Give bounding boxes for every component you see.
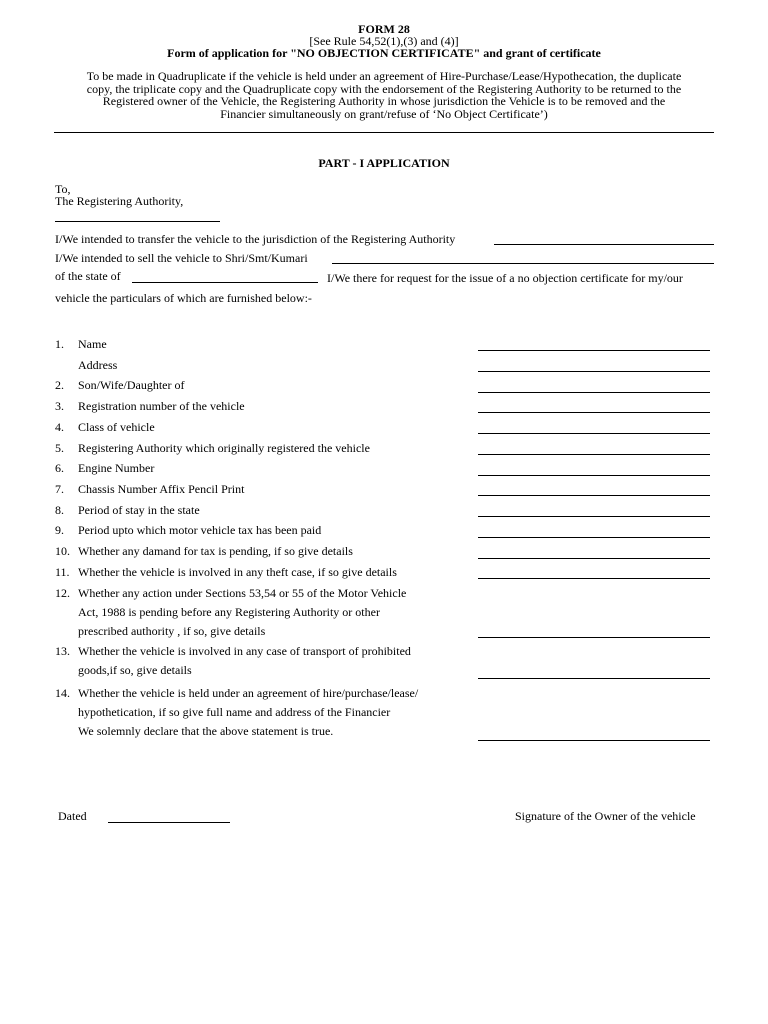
form-intro <box>52 70 716 120</box>
vehicle-class-field[interactable] <box>478 433 710 434</box>
dated-label: Dated <box>58 809 87 823</box>
tax-paid-period-field[interactable] <box>478 537 710 538</box>
buyer-name-field[interactable] <box>332 263 714 264</box>
intro-line: Financier simultaneously on grant/refuse of ‘No Object Certificate’) <box>220 106 548 121</box>
item-number: 3. <box>55 399 64 413</box>
theft-case-field[interactable] <box>478 578 710 579</box>
item-label: Whether any action under Sections 53,54 or 55 of the Motor Vehicle <box>78 586 407 600</box>
item-label: Chassis Number Affix Pencil Print <box>78 482 245 496</box>
stay-period-field[interactable] <box>478 516 710 517</box>
item-label: Act, 1988 is pending before any Registering Authority or other <box>78 605 380 619</box>
declaration-text: We solemnly declare that the above statement is true. <box>78 724 334 738</box>
intro-line: copy, the triplicate copy and the Quadruplicate copy with the endorsement of the Registering Authority to be returned to the <box>86 81 682 96</box>
part-title: PART - I APPLICATION <box>318 156 450 170</box>
owner-signature-label: Signature of the Owner of the vehicle <box>515 809 696 823</box>
item-label: Period upto which motor vehicle tax has been paid <box>78 523 322 537</box>
tax-demand-field[interactable] <box>478 558 710 559</box>
item-label: Class of vehicle <box>78 420 155 434</box>
prohibited-goods-field[interactable] <box>478 678 710 679</box>
item-label: Name <box>78 337 107 351</box>
item-label: Whether the vehicle is held under an agreement of hire/purchase/lease/ <box>78 686 419 700</box>
item-label: Whether any damand for tax is pending, if so give details <box>78 544 353 558</box>
item-label: Engine Number <box>78 461 155 475</box>
address-to: To, <box>55 182 71 196</box>
item-label: goods,if so, give details <box>78 663 192 677</box>
form-rule: [See Rule 54,52(1),(3) and (4)] <box>309 34 459 48</box>
intro-line: Registered owner of the Vehicle, the Registering Authority in whose jurisdiction the Vehicle is to be removed and the <box>102 94 666 108</box>
item-number: 13. <box>55 644 70 658</box>
registering-authority-field[interactable] <box>494 244 714 245</box>
form-title: Form of application for "NO OBJECTION CERTIFICATE" and grant of certificate <box>167 46 601 60</box>
original-authority-field[interactable] <box>478 454 710 455</box>
item-number: 14. <box>55 686 70 700</box>
item-label: Registering Authority which originally registered the vehicle <box>78 441 370 455</box>
transfer-statement: I/We intended to transfer the vehicle to the jurisdiction of the Registering Authority <box>55 232 456 246</box>
item-number: 11. <box>55 565 70 579</box>
item-label: Whether the vehicle is involved in any theft case, if so give details <box>78 565 397 579</box>
pending-action-field[interactable] <box>478 637 710 638</box>
item-number: 5. <box>55 441 64 455</box>
item-label: prescribed authority , if so, give details <box>78 624 266 638</box>
item-label: Registration number of the vehicle <box>78 399 245 413</box>
state-field[interactable] <box>132 282 318 283</box>
address-field[interactable] <box>478 371 710 372</box>
request-statement: I/We there for request for the issue of a no objection certificate for my/our <box>327 271 683 285</box>
item-label: Son/Wife/Daughter of <box>78 378 185 392</box>
item-label: Address <box>78 358 118 372</box>
financier-field[interactable] <box>478 740 710 741</box>
address-authority: The Registering Authority, <box>55 194 184 208</box>
item-number: 8. <box>55 503 64 517</box>
item-label: Period of stay in the state <box>78 503 200 517</box>
item-number: 2. <box>55 378 64 392</box>
authority-name-field[interactable] <box>55 221 220 222</box>
date-field[interactable] <box>108 822 230 823</box>
registration-number-field[interactable] <box>478 412 710 413</box>
form-number: FORM 28 <box>358 22 410 36</box>
item-number: 9. <box>55 523 64 537</box>
item-label: Whether the vehicle is involved in any case of transport of prohibited <box>78 644 411 658</box>
relation-field[interactable] <box>478 392 710 393</box>
item-number: 10. <box>55 544 70 558</box>
state-of-label: of the state of <box>55 269 121 283</box>
item-number: 6. <box>55 461 64 475</box>
item-number: 1. <box>55 337 64 351</box>
item-label: hypothetication, if so give full name and address of the Financier <box>78 705 391 719</box>
name-field[interactable] <box>478 350 710 351</box>
item-number: 12. <box>55 586 70 600</box>
engine-number-field[interactable] <box>478 475 710 476</box>
header-divider <box>54 132 714 133</box>
intro-line: To be made in Quadruplicate if the vehicle is held under an agreement of Hire-Purchase/Lease/Hypothecation, the duplicate <box>86 69 682 83</box>
chassis-number-field[interactable] <box>478 495 710 496</box>
item-number: 7. <box>55 482 64 496</box>
particulars-statement: vehicle the particulars of which are furnished below:- <box>55 291 312 305</box>
sell-statement: I/We intended to sell the vehicle to Shri/Smt/Kumari <box>55 251 308 265</box>
item-number: 4. <box>55 420 64 434</box>
